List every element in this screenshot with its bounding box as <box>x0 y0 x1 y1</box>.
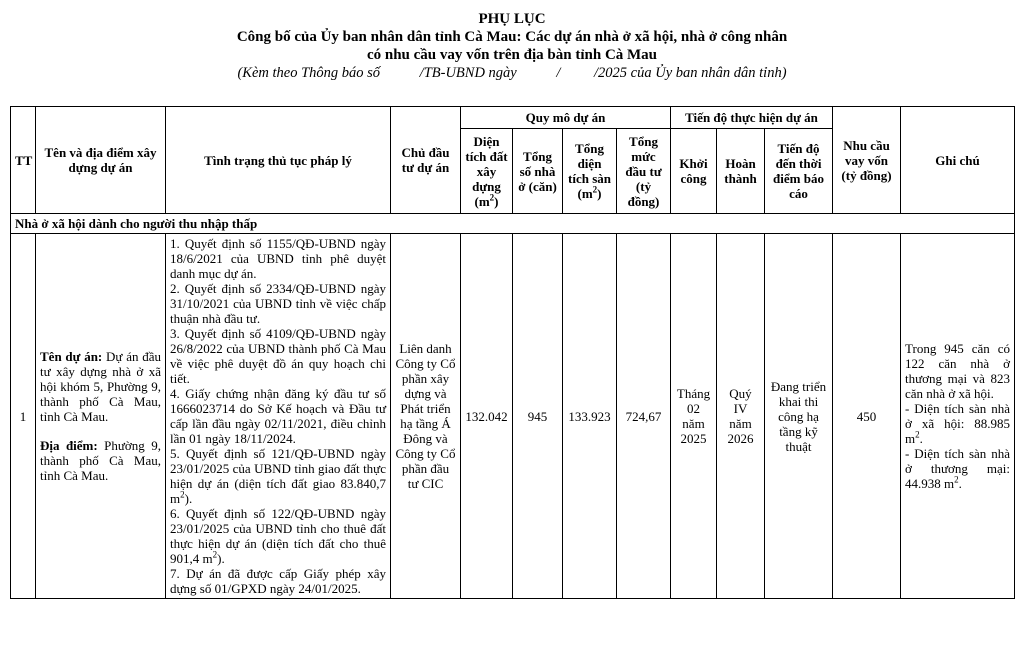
col-group-scale: Quy mô dự án <box>461 107 671 129</box>
cell-owner: Liên danh Công ty Cổ phần xây dựng và Phát triển hạ tầng Á Đông và Công ty Cổ phần đầu tư CIC <box>391 234 461 599</box>
legal-item: 6. Quyết định số 122/QĐ-UBND ngày 23/01/2025 của UBND tỉnh cho thuê đất thực hiện dự án (diện tích đất cho thuê 901,4 $m^2$). <box>170 506 386 566</box>
col-status: Tiến độ đến thời điểm báo cáo <box>765 129 833 214</box>
col-start: Khởi công <box>671 129 717 214</box>
col-units: Tổng số nhà ở (căn) <box>513 129 563 214</box>
legal-item: 3. Quyết định số 4109/QĐ-UBND ngày 26/8/2022 của UBND thành phố Cà Mau về việc phê duyệt đồ án quy hoạch chi tiết. <box>170 326 386 386</box>
document-subtitle-1: Công bố của Ủy ban nhân dân tỉnh Cà Mau: Các dự án nhà ở xã hội, nhà ở công nhân <box>236 29 788 45</box>
cell-floor: 133.923 <box>563 234 617 599</box>
table-row <box>11 234 1015 599</box>
cell-loan: 450 <box>833 234 901 599</box>
col-name: Tên và địa điểm xây dựng dự án <box>36 107 166 214</box>
col-invest: Tổng mức đầu tư (tỷ đồng) <box>617 129 671 214</box>
section-title: Nhà ở xã hội dành cho người thu nhập thấp <box>11 214 1015 234</box>
legal-item: 1. Quyết định số 1155/QĐ-UBND ngày 18/6/2021 của UBND tỉnh phê duyệt danh mục dự án. <box>170 236 386 281</box>
cell-area: 132.042 <box>461 234 513 599</box>
col-group-progress: Tiến độ thực hiện dự án <box>671 107 833 129</box>
col-legal: Tình trạng thủ tục pháp lý <box>166 107 391 214</box>
cell-start: Tháng 02 năm 2025 <box>671 234 717 599</box>
legal-item: 5. Quyết định số 121/QĐ-UBND ngày 23/01/2025 của UBND tỉnh giao đất thực hiện dự án (diện tích đất giao 83.840,7 $m^2$). <box>170 446 386 506</box>
legal-item: 4. Giấy chứng nhận đăng ký đầu tư số 1666023714 do Sở Kế hoạch và Đầu tư cấp lần đầu ngày 02/11/2021, điều chỉnh lần 01 ngày 18/11/2024. <box>170 386 386 446</box>
cell-tt: 1 <box>11 234 36 599</box>
col-notes: Ghi chú <box>901 107 1015 214</box>
col-area: Diện tích đất xây dựng $(m^2)$ <box>461 129 513 214</box>
projects-table <box>10 106 1015 599</box>
legal-item: 7. Dự án đã được cấp Giấy phép xây dựng số 01/GPXD ngày 24/01/2025. <box>170 566 386 596</box>
cell-units: 945 <box>513 234 563 599</box>
cell-finish: Quý IV năm 2026 <box>717 234 765 599</box>
legal-item: 2. Quyết định số 2334/QĐ-UBND ngày 31/10/2021 của UBND tỉnh về việc chấp thuận nhà đầu tư. <box>170 281 386 326</box>
col-floor: Tổng diện tích sàn $(m^2)$ <box>563 129 617 214</box>
col-loan: Nhu cầu vay vốn (tỷ đồng) <box>833 107 901 214</box>
col-tt: TT <box>11 107 36 214</box>
document-title: PHỤ LỤC <box>478 11 546 27</box>
cell-invest: 724,67 <box>617 234 671 599</box>
cell-legal <box>166 234 391 599</box>
cell-name: Tên dự án: Dự án đầu tư xây dựng nhà ở xã hội khóm 5, Phường 9, thành phố Cà Mau, tỉnh Cà Mau. Địa điểm: Phường 9, thành phố Cà Mau, tỉnh Cà Mau. <box>36 234 166 599</box>
section-row <box>11 214 1015 234</box>
document-subtitle-2: có nhu cầu vay vốn trên địa bàn tỉnh Cà Mau <box>366 47 658 63</box>
document-note: (Kèm theo Thông báo số /TB-UBND ngày / /2025 của Ủy ban nhân dân tỉnh) <box>237 65 787 81</box>
header-row-1 <box>11 107 1015 129</box>
col-owner: Chủ đầu tư dự án <box>391 107 461 214</box>
col-finish: Hoàn thành <box>717 129 765 214</box>
cell-status: Đang triển khai thi công hạ tầng kỹ thuật <box>765 234 833 599</box>
document-header <box>0 0 1024 82</box>
cell-notes: Trong 945 căn có 122 căn nhà ở thương mại và 823 căn nhà ở xã hội. - Diện tích sàn nhà ở xã hội: 88.985 $m^2$. - Diện tích sàn nhà ở thương mại: 44.938 $m^2$. <box>901 234 1015 599</box>
